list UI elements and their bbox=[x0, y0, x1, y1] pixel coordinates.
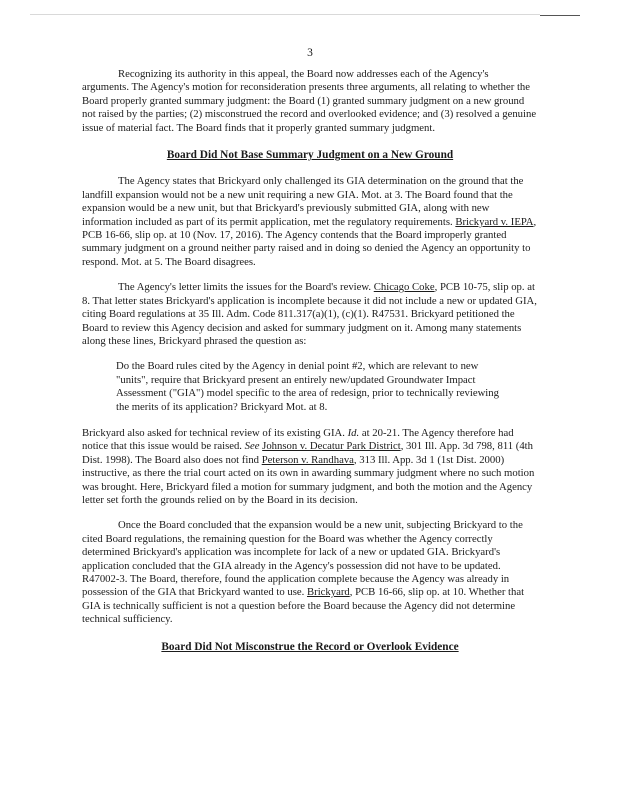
text-run: Brickyard also asked for technical review of its existing GIA. bbox=[82, 426, 348, 439]
text-run: , PCB 16-66, slip op. at 10 (Nov. 17, 2016). The Agency contends that the Board improperly granted summary judgment on a ground neither party raised and in doing so denied the Agency an opportunity to respond. Mot. at 5. The Board disagrees. bbox=[82, 215, 537, 268]
block-quote: Do the Board rules cited by the Agency in denial point #2, which are relevant to new "units", require that Brickyard present an entirely new/updated Groundwater Impact Assessment ("GIA") model specific to the area of redesign, prior to technically reviewing the merits of its application? Brickyard Mot. at 8. bbox=[116, 360, 499, 413]
scan-artifact-mark bbox=[540, 15, 580, 16]
scan-artifact-line bbox=[30, 14, 540, 15]
section-heading-record: Board Did Not Misconstrue the Record or Overlook Evidence bbox=[161, 640, 459, 653]
case-citation: Brickyard bbox=[307, 586, 350, 599]
technical-review-paragraph bbox=[82, 427, 538, 507]
text-run: The Agency's letter limits the issues for the Board's review. bbox=[118, 281, 374, 294]
intro-paragraph: Recognizing its authority in this appeal, the Board now addresses each of the Agency's arguments. The Agency's motion for reconsideration presents three arguments, all relating to whether the Board properly granted summary judgment: the Board (1) granted summary judgment on a new ground not raised by the parties; (2) misconstrued the record and overlooked evidence; and (3) resolved a genuine issue of material fact. The Board finds that it properly granted summary judgment. bbox=[82, 68, 537, 134]
text-run: The Agency states that Brickyard only challenged its GIA determination on the ground that the landfill expansion would not be a new unit requiring a new GIA. Mot. at 3. The Board found that the expansion would be a new unit, but that Brickyard's previously submitted GIA, along with new information included as part of its permit application, met the regulatory requirements. bbox=[82, 175, 524, 228]
text-run: at 20-21. The Agency therefore had notice that this issue would be raised. bbox=[82, 426, 514, 453]
id-signal: Id. bbox=[347, 426, 360, 439]
see-signal: See bbox=[244, 440, 260, 453]
text-run: , 313 Ill. App. 3d 1 (1st Dist. 2000) instructive, as there the trial court acted on its own in awarding summary judgment where no such motion was brought. Here, Brickyard filed a motion for summary judgment, and both the motion and the Agency letter set forth the grounds relied on by the Board in its decision. bbox=[82, 453, 535, 506]
text-run: , PCB 16-66, slip op. at 10. Whether that GIA is technically sufficient is not a question before the Board because the Agency did not determine technical sufficiency. bbox=[82, 586, 525, 626]
agency-argument-paragraph bbox=[82, 175, 538, 269]
section-heading-new-ground: Board Did Not Base Summary Judgment on a New Ground bbox=[166, 149, 454, 162]
text-run: Once the Board concluded that the expansion would be a new unit, subjecting Brickyard to the cited Board regulations, the remaining question for the Board was whether the Agency correctly determined Brickyard's application was incomplete for lack of a new or updated GIA. Brickyard's application concluded that the GIA already in the Agency's possession did not have to be updated. R47002-3. The Board, therefore, found the application complete because the Agency was already in possession of the GIA that Brickyard wanted to use. bbox=[82, 519, 523, 599]
case-citation: Johnson v. Decatur Park District bbox=[262, 440, 401, 453]
text-run: , 301 Ill. App. 3d 798, 811 (4th Dist. 1998). The Board also does not find bbox=[82, 440, 533, 466]
case-citation: Peterson v. Randhava bbox=[261, 453, 354, 466]
text-run: , PCB 10-75, slip op. at 8. That letter states Brickyard's application is incomplete because it did not include a new or updated GIA, citing Board regulations at 35 Ill. Adm. Code 811.317(a)(1), (c)(1). R47531. Brickyard petitioned the Board to review this Agency decision and asked for summary judgment on it. Among many statements along these lines, Brickyard phrased the question as: bbox=[82, 281, 537, 347]
page-number: 3 bbox=[307, 47, 313, 59]
conclusion-paragraph bbox=[82, 519, 538, 626]
page-body bbox=[82, 68, 538, 667]
case-citation: Chicago Coke bbox=[373, 281, 435, 294]
agency-letter-paragraph bbox=[82, 281, 538, 348]
case-citation: Brickyard v. IEPA bbox=[455, 215, 534, 228]
